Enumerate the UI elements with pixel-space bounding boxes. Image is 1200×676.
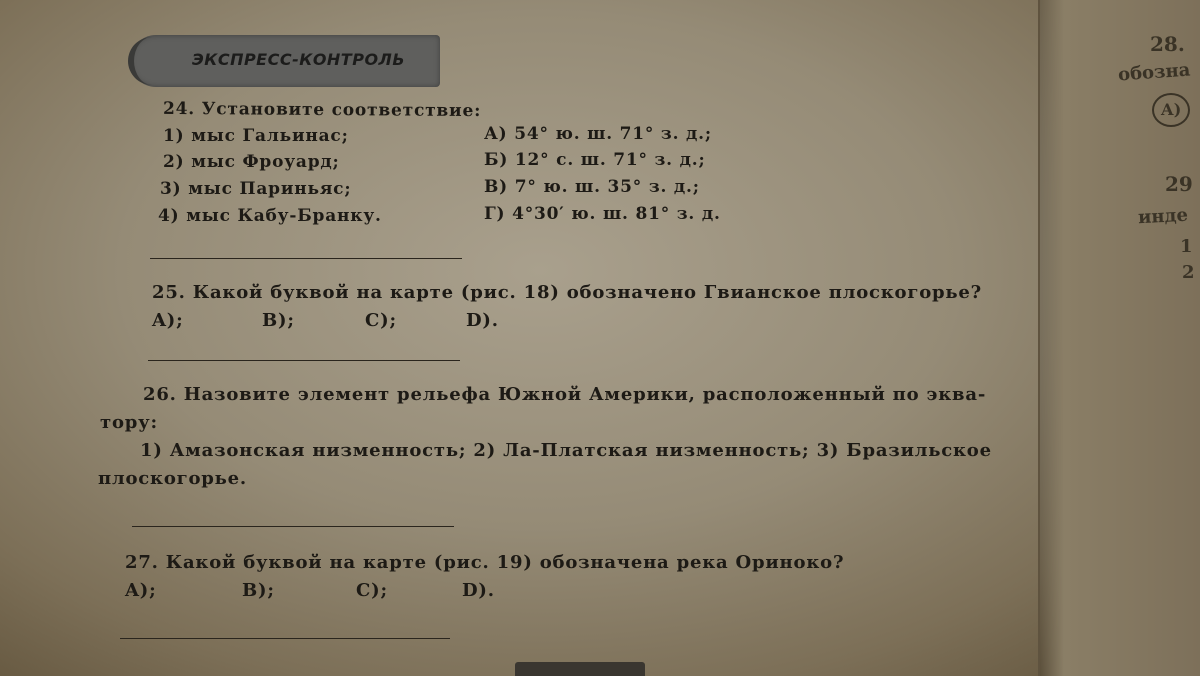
side-number-1: 1 (1180, 236, 1193, 257)
q26-answer-options-cont: плоскогорье. (98, 468, 247, 489)
q27-answer-line[interactable] (120, 638, 450, 639)
q25-option-c: C); (365, 310, 397, 331)
q24-left-item-4: 4) мыс Кабу-Бранку. (158, 206, 382, 226)
q24-left-item-2: 2) мыс Фроуард; (163, 152, 340, 172)
q24-right-item-a: А) 54° ю. ш. 71° з. д.; (484, 124, 712, 144)
section-title: ЭКСПРЕСС-КОНТРОЛЬ (192, 50, 406, 69)
q24-left-item-1: 1) мыс Гальинас; (163, 126, 349, 146)
adjacent-page (1038, 0, 1200, 676)
bottom-page-tab (515, 662, 645, 676)
q25-title: 25. Какой буквой на карте (рис. 18) обозначено Гвианское плоскогорье? (152, 282, 982, 303)
q27-title: 27. Какой буквой на карте (рис. 19) обозначена река Ориноко? (125, 552, 845, 573)
q27-option-c: C); (356, 580, 388, 601)
section-header (130, 35, 440, 87)
q25-option-a: A); (152, 310, 184, 331)
q24-right-item-d: Г) 4°30′ ю. ш. 81° з. д. (484, 204, 721, 224)
q25-option-b: B); (262, 310, 295, 331)
header-curl-decoration (128, 37, 158, 85)
side-number-2: 2 (1182, 262, 1195, 283)
q26-line-2: тору: (100, 412, 158, 433)
q24-answer-line[interactable] (150, 258, 462, 259)
q26-line-1: 26. Назовите элемент рельефа Южной Америки, расположенный по эква- (143, 384, 987, 405)
q25-answer-line[interactable] (148, 360, 460, 361)
q24-right-item-c: В) 7° ю. ш. 35° з. д.; (484, 177, 700, 197)
side-question-29: 29 (1165, 172, 1193, 196)
side-word-1: обозна (1117, 59, 1191, 86)
q26-answer-options: 1) Амазонская низменность; 2) Ла-Платская низменность; 3) Бразильское (140, 440, 992, 461)
q27-option-d: D). (462, 580, 495, 601)
q27-option-b: B); (242, 580, 275, 601)
q25-option-d: D). (466, 310, 499, 331)
side-word-2: инде (1137, 204, 1189, 229)
side-circled-option: А) (1152, 93, 1190, 127)
q24-left-item-3: 3) мыс Париньяс; (160, 179, 352, 199)
q24-title: 24. Установите соответствие: (162, 98, 482, 122)
q24-right-item-b: Б) 12° с. ш. 71° з. д.; (484, 150, 706, 170)
q27-option-a: A); (125, 580, 157, 601)
q26-answer-line[interactable] (132, 526, 454, 527)
side-question-28: 28. (1150, 32, 1185, 56)
